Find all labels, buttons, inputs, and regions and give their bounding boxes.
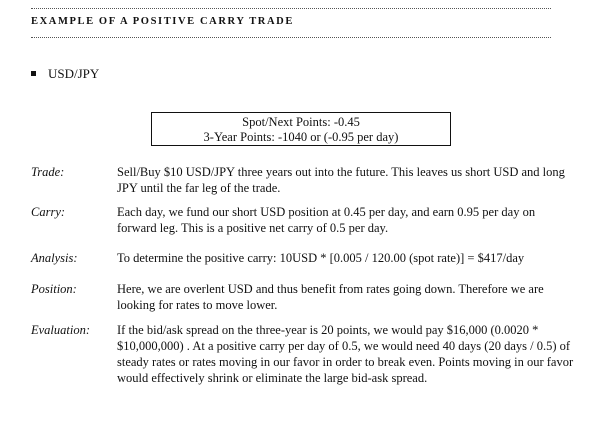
- entry-label: Position:: [31, 282, 77, 296]
- entry-label: Analysis:: [31, 251, 78, 265]
- entry-label: Trade:: [31, 165, 65, 179]
- bottom-dotted-rule: [31, 37, 551, 38]
- spot-next-points: Spot/Next Points: -0.45: [242, 115, 360, 129]
- points-box: [151, 112, 451, 146]
- square-bullet-icon: [31, 71, 36, 76]
- entry-label: Evaluation:: [31, 323, 91, 337]
- entry-text: To determine the positive carry: 10USD * [0.005 / 120.00 (spot rate)] = $417/day: [117, 251, 525, 265]
- entry-label: Carry:: [31, 205, 66, 219]
- entry-text: Each day, we fund our short USD position at 0.45 per day, and earn 0.95 per day on forward leg. This is a positive net carry of 0.5 per day.: [117, 205, 536, 235]
- entry-text: If the bid/ask spread on the three-year is 20 points, we would pay $16,000 (0.0020 * $10,000,000) . At a positive carry per day of 0.5, we would need 40 days (20 days / 0.5) of steady rates or rates moving in our favor in order to break even. Points moving in our favor would effectively shrink or eliminate the large bid-ask spread.: [117, 323, 574, 385]
- entry-text: Sell/Buy $10 USD/JPY three years out into the future. This leaves us short USD and long JPY until the far leg of the trade.: [117, 165, 565, 195]
- three-year-points: 3-Year Points: -1040 or (-0.95 per day): [203, 130, 399, 144]
- section-title: EXAMPLE OF A POSITIVE CARRY TRADE: [31, 16, 294, 27]
- top-dotted-rule: [31, 8, 551, 9]
- entry-text: Here, we are overlent USD and thus benefit from rates going down. Therefore we are looking for rates to move lower.: [117, 282, 544, 312]
- bullet-item-label: USD/JPY: [48, 66, 100, 81]
- bullet-list-item: [31, 66, 99, 82]
